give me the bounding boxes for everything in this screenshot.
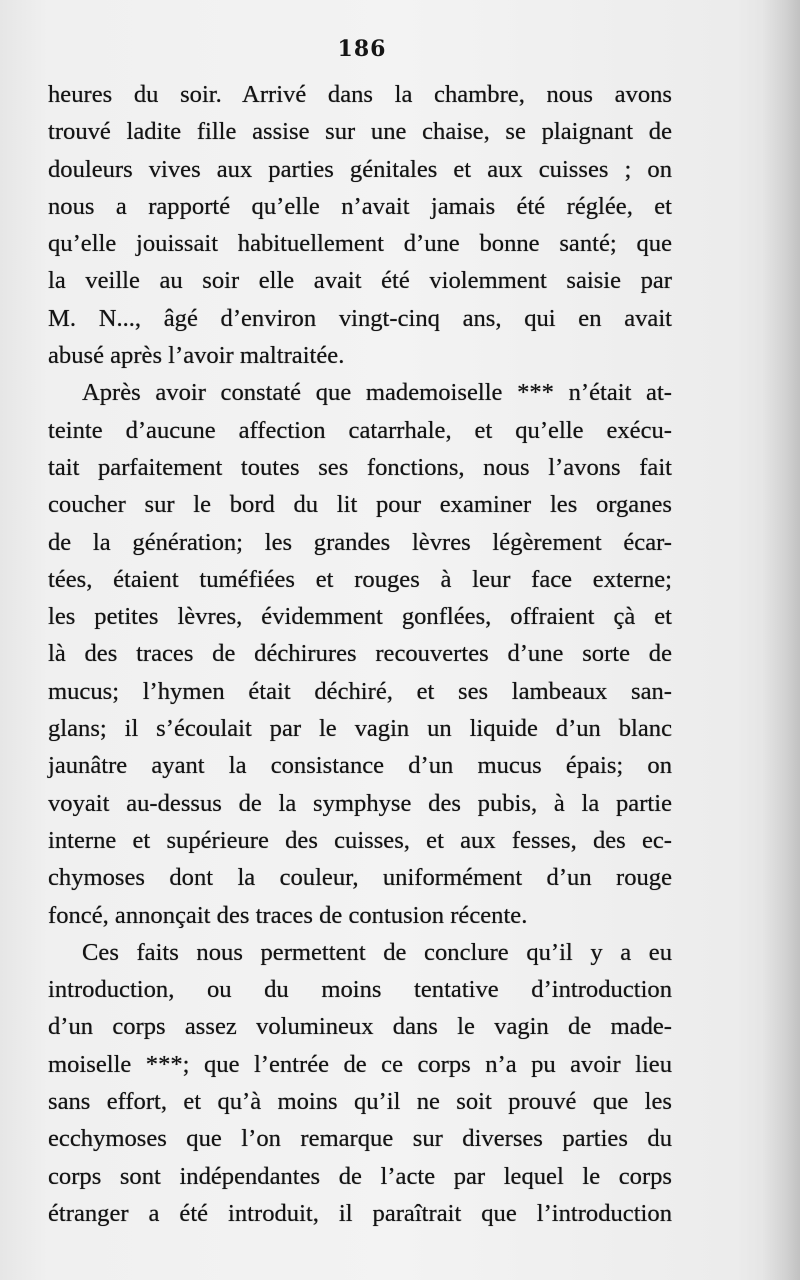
text-line: heures du soir. Arrivé dans la chambre, nous avons: [48, 81, 672, 108]
text-line: tées, étaient tuméfiées et rouges à leur face externe;: [48, 565, 672, 593]
text-line: coucher sur le bord du lit pour examiner les organes: [48, 491, 672, 519]
text-line: les petites lèvres, évidemment gonflées, offraient çà et: [48, 603, 672, 631]
body-text: [48, 76, 672, 1232]
text-line: voyait au-dessus de la symphyse des pubis, à la partie: [48, 789, 672, 817]
text-line: trouvé ladite fille assise sur une chaise, se plaignant de: [48, 118, 672, 146]
text-line: douleurs vives aux parties génitales et aux cuisses ; on: [48, 155, 672, 183]
text-line: Ces faits nous permettent de conclure qu’il y a eu: [82, 938, 672, 966]
text-line: chymoses dont la couleur, uniformément d’un rouge: [48, 864, 672, 892]
text-line: teinte d’aucune affection catarrhale, et qu’elle exécu-: [48, 416, 672, 444]
paragraph: [48, 374, 672, 933]
text-line: Après avoir constaté que mademoiselle *** n’était at-: [82, 379, 672, 407]
text-line: abusé après l’avoir maltraitée.: [48, 342, 345, 370]
text-line: moiselle ***; que l’entrée de ce corps n’a pu avoir lieu: [48, 1050, 672, 1078]
paragraph: [48, 934, 672, 1232]
text-line: là des traces de déchirures recouvertes d’une sorte de: [48, 640, 672, 668]
text-line: tait parfaitement toutes ses fonctions, nous l’avons fait: [48, 453, 672, 481]
page-number: 186: [337, 36, 387, 62]
paragraph: [48, 76, 672, 374]
text-line: mucus; l’hymen était déchiré, et ses lambeaux san-: [48, 677, 672, 705]
text-line: la veille au soir elle avait été violemment saisie par: [48, 267, 672, 295]
text-line: M. N..., âgé d’environ vingt-cinq ans, qui en avait: [48, 304, 672, 332]
text-line: d’un corps assez volumineux dans le vagin de made-: [48, 1013, 672, 1041]
text-line: glans; il s’écoulait par le vagin un liquide d’un blanc: [48, 715, 672, 743]
text-line: étranger a été introduit, il paraîtrait que l’introduction: [48, 1199, 672, 1227]
page-edge-shadow: [762, 0, 800, 1280]
text-line: sans effort, et qu’à moins qu’il ne soit prouvé que les: [48, 1088, 672, 1116]
text-line: introduction, ou du moins tentative d’introduction: [48, 976, 672, 1004]
text-line: ecchymoses que l’on remarque sur diverses parties du: [48, 1125, 672, 1153]
text-line: foncé, annonçait des traces de contusion récente.: [48, 901, 528, 929]
text-line: de la génération; les grandes lèvres légèrement écar-: [48, 528, 672, 556]
text-line: interne et supérieure des cuisses, et aux fesses, des ec-: [48, 826, 672, 854]
text-line: corps sont indépendantes de l’acte par lequel le corps: [48, 1162, 672, 1190]
text-line: qu’elle jouissait habituellement d’une bonne santé; que: [48, 230, 672, 258]
text-line: jaunâtre ayant la consistance d’un mucus épais; on: [48, 752, 672, 780]
text-line: nous a rapporté qu’elle n’avait jamais été réglée, et: [48, 192, 672, 220]
